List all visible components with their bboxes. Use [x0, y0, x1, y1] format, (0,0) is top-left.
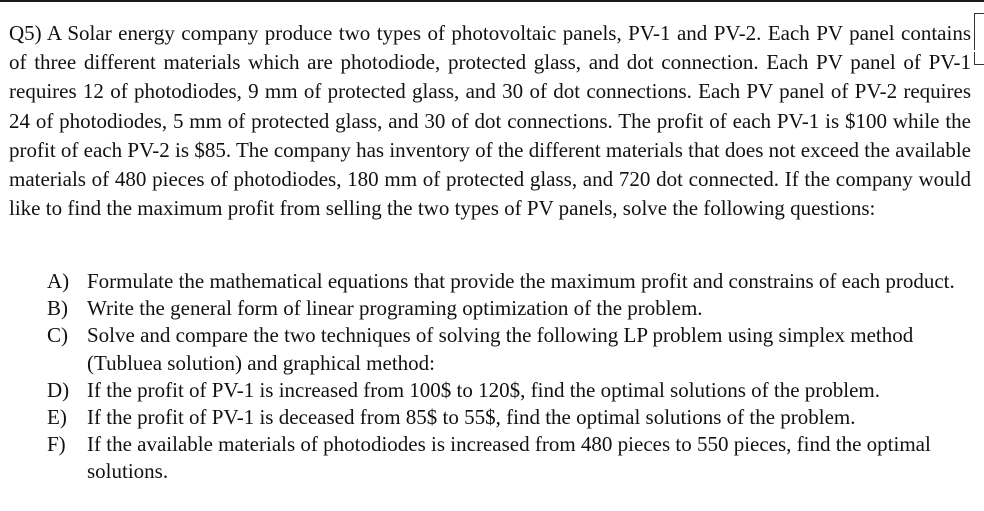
part-text: If the profit of PV-1 is deceased from 85$ to 55$, find the optimal solutions of the problem. — [87, 405, 856, 430]
part-text: Formulate the mathematical equations that provide the maximum profit and constrains of each product. — [87, 269, 955, 293]
part-f — [47, 431, 971, 485]
part-letter: C) — [47, 323, 68, 348]
part-letter: B) — [47, 296, 68, 321]
part-c — [47, 322, 971, 376]
part-letter: F) — [47, 432, 66, 457]
part-a — [47, 268, 971, 295]
part-letter: D) — [47, 377, 70, 402]
part-b — [47, 295, 971, 322]
part-text: Write the general form of linear programing optimization of the problem. — [87, 296, 703, 321]
part-e — [47, 404, 971, 431]
top-rule — [0, 0, 984, 2]
part-letter: E) — [47, 405, 67, 430]
part-text: If the available materials of photodiodes is increased from 480 pieces to 550 pieces, find the optimal solutions. — [87, 432, 931, 484]
part-text: If the profit of PV-1 is increased from 100$ to 120$, find the optimal solutions of the problem. — [87, 377, 881, 402]
edge-bracket-bottom — [974, 52, 984, 65]
part-letter: A) — [47, 269, 70, 293]
edge-bracket-top — [974, 13, 984, 50]
question-parts-list — [47, 268, 971, 486]
part-d — [47, 377, 971, 404]
question-text: Q5) A Solar energy company produce two types of photovoltaic panels, PV-1 and PV-2. Each PV panel contains of three different materials which are photodiode, protected glass, and dot connection. Each PV panel of PV-1 requires 12 of photodiodes, 9 mm of protected glass, and 30 of dot connections. Each PV panel of PV-2 requires 24 of photodiodes, 5 mm of protected glass, and 30 of dot connections. The profit of each PV-1 is $100 while the profit of each PV-2 is $85. The company has inventory of the different materials that does not exceed the available materials of 480 pieces of photodiodes, 180 mm of protected glass, and 720 dot connected. If the company would like to find the maximum profit from selling the two types of PV panels, solve the following questions: — [9, 21, 971, 221]
part-text: Solve and compare the two techniques of solving the following LP problem using simplex method (Tubluea solution) and graphical method: — [87, 323, 914, 375]
